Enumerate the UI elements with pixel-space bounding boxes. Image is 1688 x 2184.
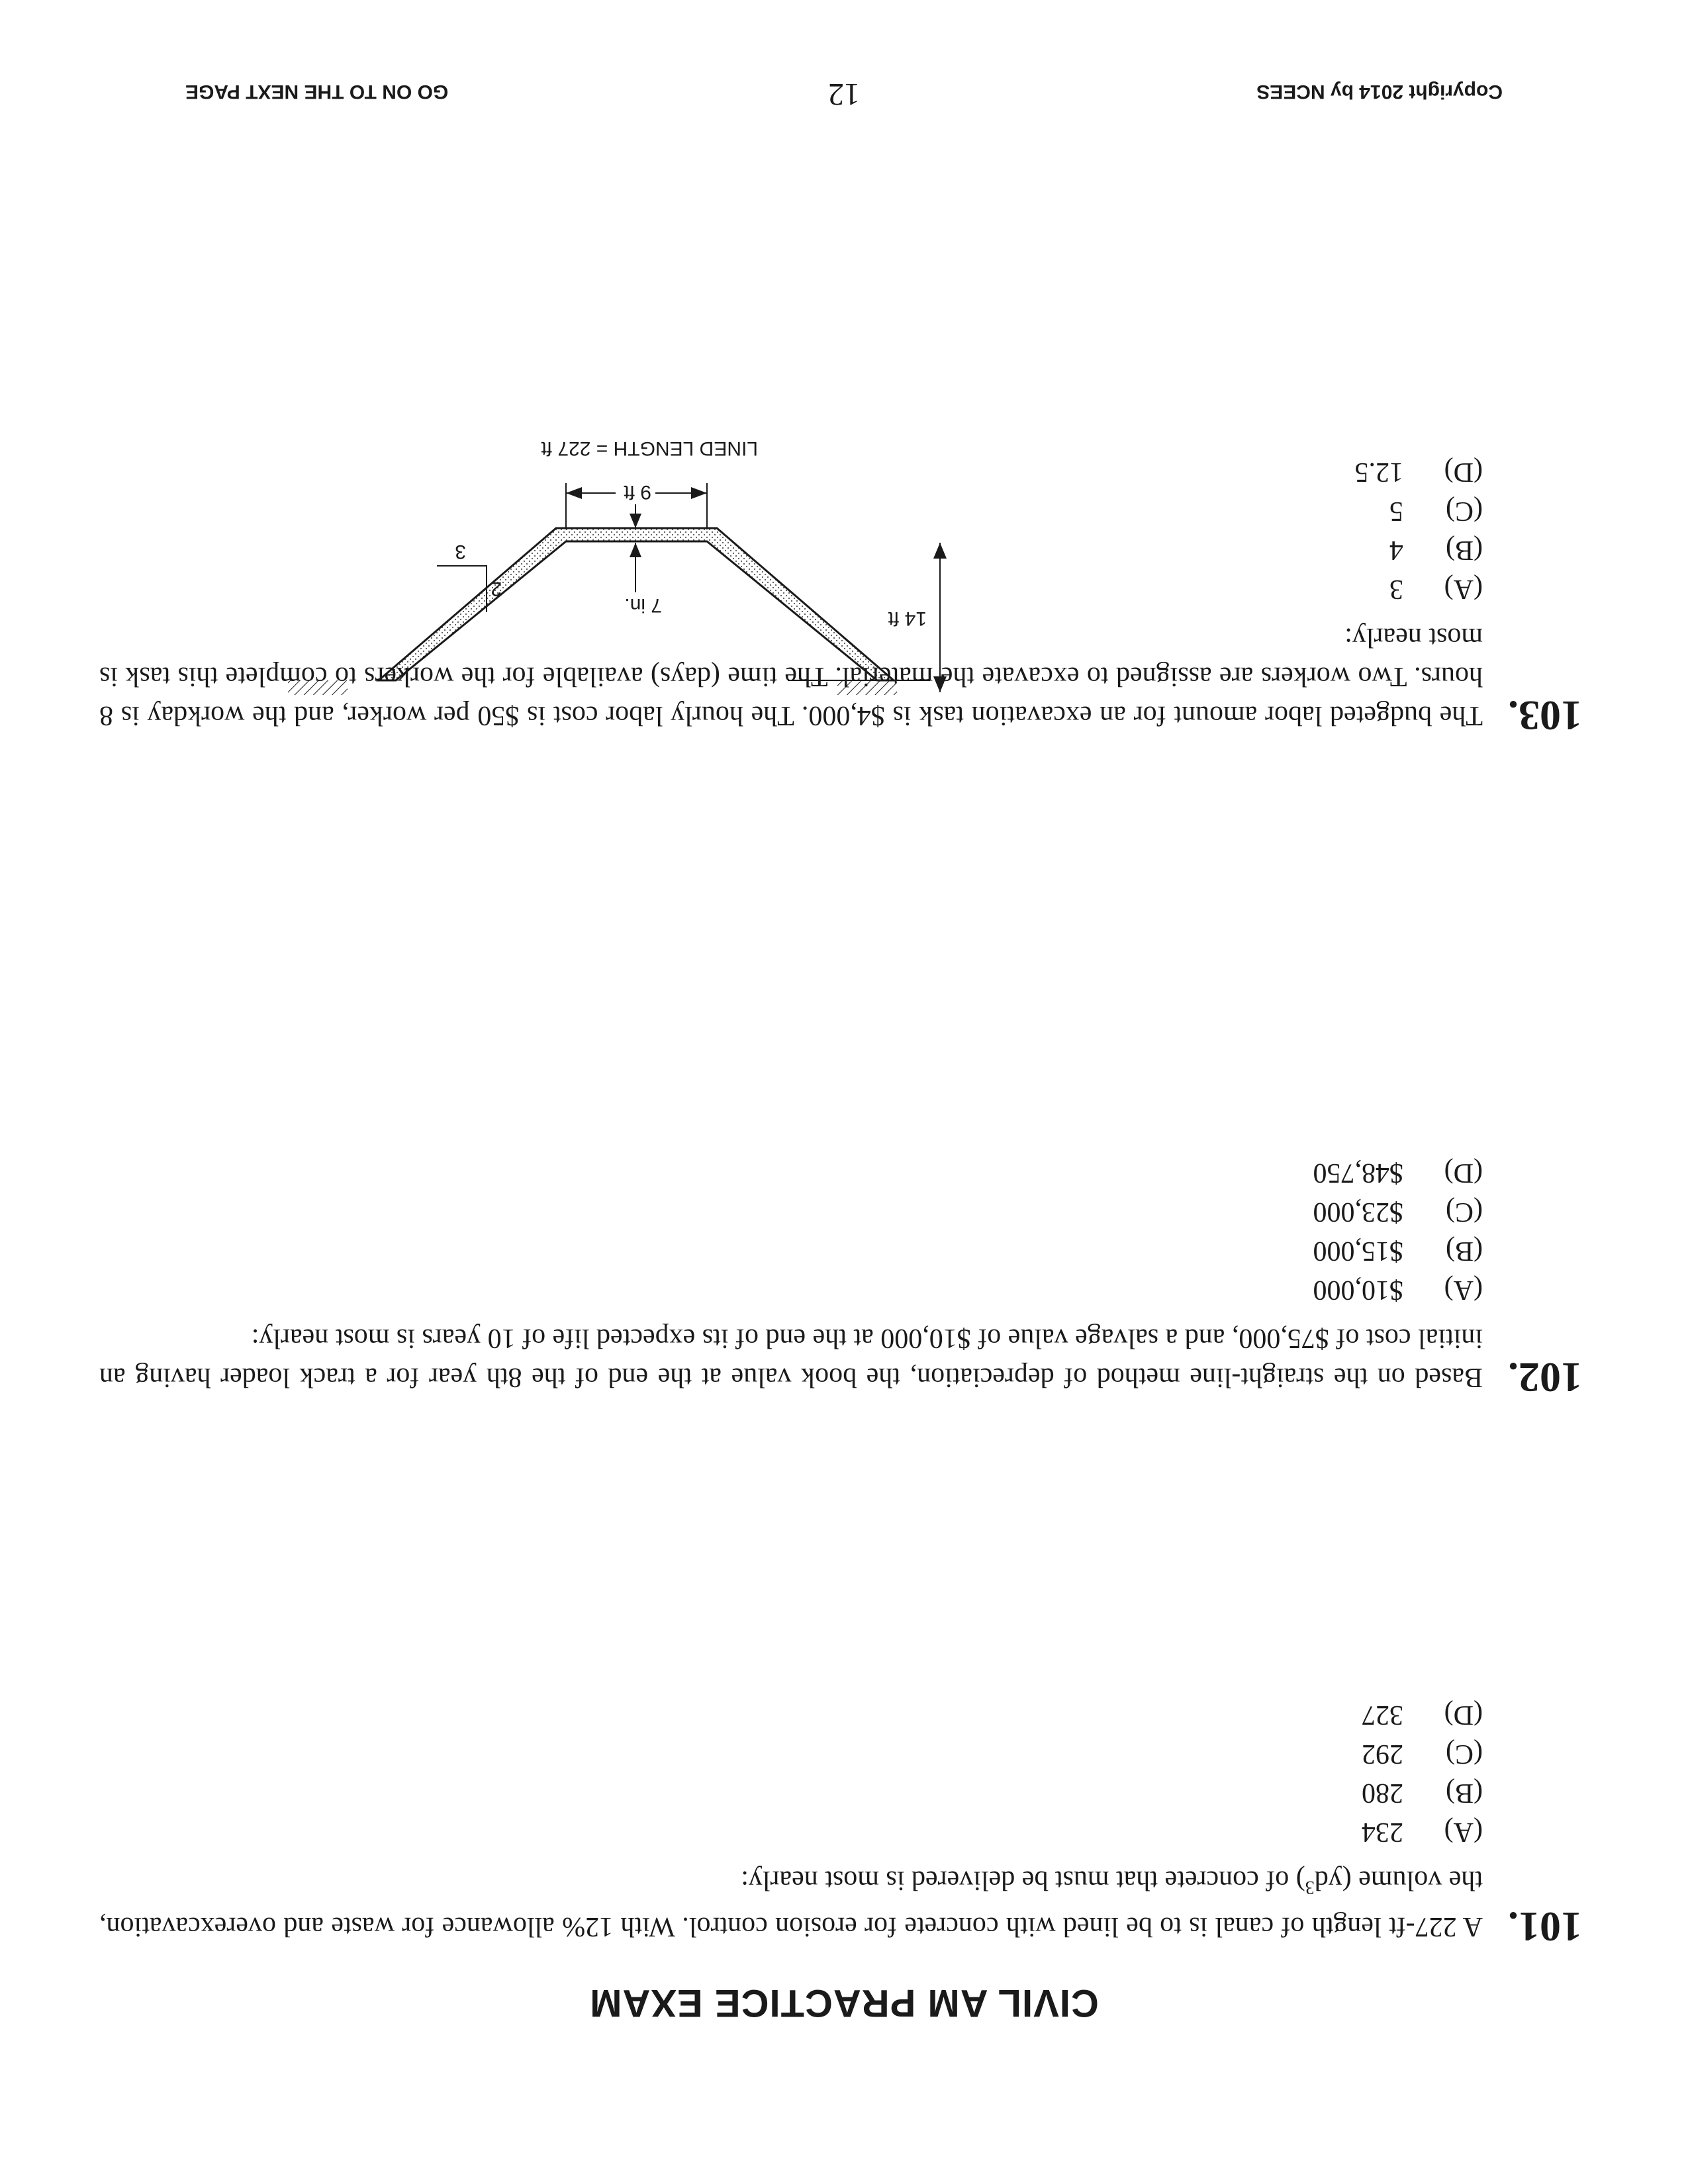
copyright-notice: Copyright 2014 by NCEES xyxy=(1256,81,1503,103)
question-number: 101. xyxy=(1508,1903,1582,1950)
choice-d[interactable] xyxy=(99,1153,1483,1192)
question-101 xyxy=(99,1695,1582,1950)
superscript: 3 xyxy=(1305,1877,1315,1897)
choice-a[interactable] xyxy=(99,569,1483,608)
question-number: 102. xyxy=(1508,1354,1582,1401)
choice-label: (C) xyxy=(1446,1739,1483,1769)
choice-label: (C) xyxy=(1446,496,1483,526)
question-text-part: ) of concrete that must be delivered is most nearly: xyxy=(741,1865,1305,1895)
lining-thickness-label: 7 in. xyxy=(624,594,662,616)
choice-value: 5 xyxy=(1389,496,1403,526)
choice-value: 234 xyxy=(1362,1817,1403,1847)
answer-choices xyxy=(99,452,1483,608)
depth-label: 14 ft xyxy=(888,608,927,629)
choice-label: (D) xyxy=(1444,1700,1483,1730)
choice-label: (D) xyxy=(1444,457,1483,487)
choice-value: 4 xyxy=(1389,535,1403,565)
choice-c[interactable] xyxy=(99,1192,1483,1231)
choice-value: $23,000 xyxy=(1313,1197,1403,1227)
choice-c[interactable] xyxy=(99,491,1483,530)
choice-d[interactable] xyxy=(99,1695,1483,1734)
lined-length-label: LINED LENGTH = 227 ft xyxy=(541,437,758,459)
question-text: Based on the straight-line method of depreciation, the book value at the end of the 8th year for a track loader having an initial cost of $75,000, and a salvage value of $10,000 at the end of its expected life of 10 years is most nearly: xyxy=(99,1323,1483,1392)
page-title: CIVIL AM PRACTICE EXAM xyxy=(589,1981,1099,2025)
choice-value: 12.5 xyxy=(1354,457,1403,487)
choice-c[interactable] xyxy=(99,1734,1483,1773)
question-102 xyxy=(99,1153,1582,1401)
choice-d[interactable] xyxy=(99,452,1483,491)
choice-a[interactable] xyxy=(99,1270,1483,1309)
slope-run-label: 3 xyxy=(455,541,466,563)
choice-value: 3 xyxy=(1389,574,1403,604)
choice-value: $48,750 xyxy=(1313,1158,1403,1188)
choice-label: (B) xyxy=(1446,535,1483,565)
next-page-notice: GO ON TO THE NEXT PAGE xyxy=(185,81,449,103)
choice-value: 280 xyxy=(1362,1778,1403,1808)
question-text xyxy=(99,1860,1483,1946)
choice-label: (D) xyxy=(1444,1158,1483,1188)
choice-value: $15,000 xyxy=(1313,1236,1403,1266)
question-text-part: A 227-ft length of canal is to be lined with concrete for erosion control. With 12% allowance for waste and overexcavation, the volume (yd xyxy=(99,1865,1483,1942)
choice-b[interactable] xyxy=(99,530,1483,569)
answer-choices xyxy=(99,1153,1483,1309)
choice-label: (A) xyxy=(1444,1275,1483,1305)
choice-value: 292 xyxy=(1362,1739,1403,1769)
page-number: 12 xyxy=(828,77,860,112)
choice-b[interactable] xyxy=(99,1231,1483,1270)
choice-b[interactable] xyxy=(99,1773,1483,1812)
question-103 xyxy=(99,452,1582,739)
choice-label: (A) xyxy=(1444,1817,1483,1847)
choice-label: (B) xyxy=(1446,1778,1483,1808)
choice-label: (B) xyxy=(1446,1236,1483,1266)
choice-label: (C) xyxy=(1446,1197,1483,1227)
answer-choices xyxy=(99,1695,1483,1851)
question-number: 103. xyxy=(1508,692,1582,739)
question-text: The budgeted labor amount for an excavation task is $4,000. The hourly labor cost is $50 per worker, and the workday is 8 hours. Two workers are assigned to excavate the material. The time (days) available for the workers to complete this task is most nearly: xyxy=(99,622,1483,731)
slope-rise-label: 2 xyxy=(491,578,502,600)
choice-value: 327 xyxy=(1362,1700,1403,1730)
choice-label: (A) xyxy=(1444,574,1483,604)
choice-value: $10,000 xyxy=(1313,1275,1403,1305)
choice-a[interactable] xyxy=(99,1812,1483,1851)
bottom-width-label: 9 ft xyxy=(624,481,651,503)
